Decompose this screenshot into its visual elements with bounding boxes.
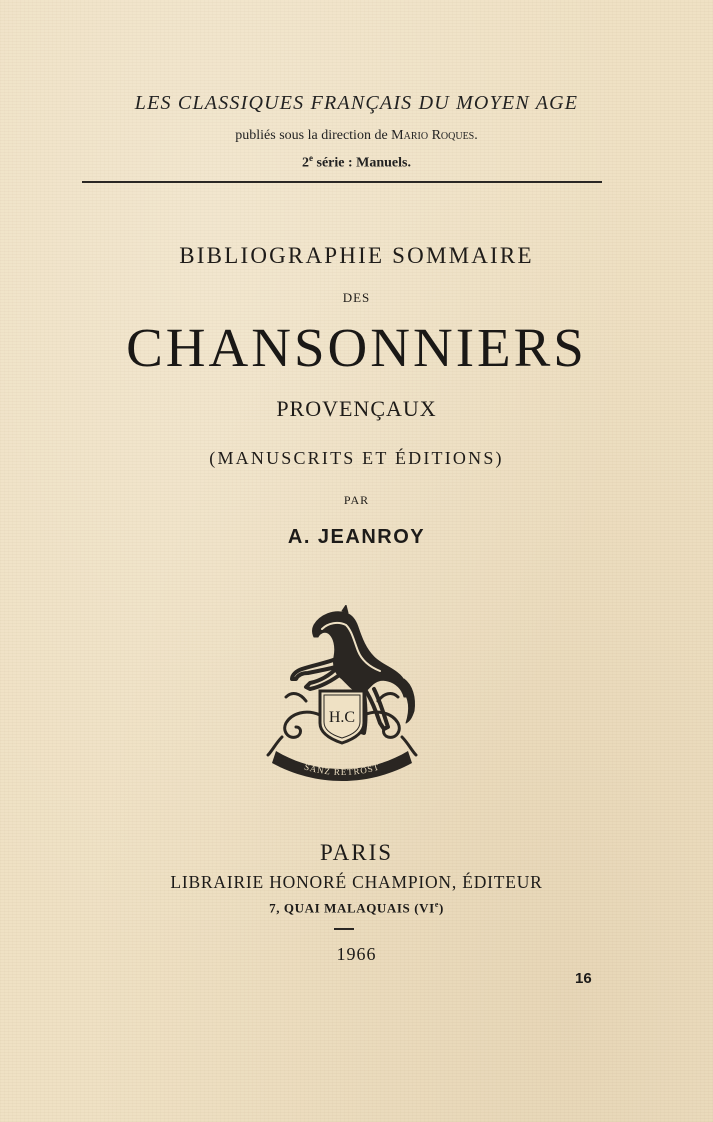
serie-number: 2 <box>302 155 309 171</box>
author-name: A. JEANROY <box>287 526 426 548</box>
by-label: PAR <box>343 493 370 507</box>
series-number <box>0 153 713 172</box>
volume-number: 16 <box>575 970 592 987</box>
imprint-address <box>0 900 713 916</box>
title-line-1: BIBLIOGRAPHIE SOMMAIRE <box>179 243 534 268</box>
subtitle: PROVENÇAUX <box>276 396 437 421</box>
address-main: 7, QUAI MALAQUAIS (VI <box>269 900 435 916</box>
monogram-text: H.C <box>328 709 356 726</box>
serie-label: série : Manuels. <box>313 155 411 171</box>
imprint-publisher: LIBRAIRIE HONORÉ CHAMPION, ÉDITEUR <box>170 872 543 892</box>
publisher-mark <box>262 605 422 785</box>
main-title: CHANSONNIERS <box>126 317 587 378</box>
imprint-year: 1966 <box>336 944 377 964</box>
header-rule <box>82 181 602 183</box>
direction-prefix: publiés sous la direction de <box>235 128 388 143</box>
imprint-city: PARIS <box>319 840 394 865</box>
serie-superscript: e <box>309 153 313 163</box>
motto-text: SANZ RETROST <box>303 761 381 778</box>
series-title: LES CLASSIQUES FRANÇAIS DU MOYEN AGE <box>134 92 579 114</box>
address-superscript: e <box>434 900 439 909</box>
publisher-mark-icon <box>262 605 422 785</box>
title-line-2: DES <box>342 290 371 305</box>
series-direction <box>0 128 713 144</box>
director-suffix: . <box>474 128 478 143</box>
parenthetical: (MANUSCRITS ET ÉDITIONS) <box>209 448 504 468</box>
imprint-dash <box>334 928 354 930</box>
address-suffix: ) <box>438 900 444 916</box>
director-name: Mario Roques <box>391 128 475 143</box>
